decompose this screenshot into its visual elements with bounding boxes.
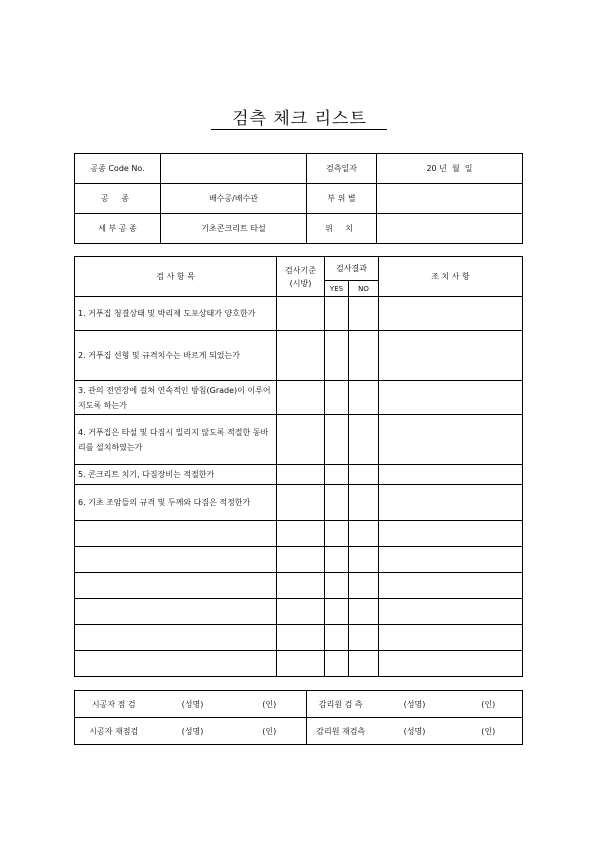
r1-left-sign[interactable]: (성명) [153,691,233,718]
loc-label: 위 치 [307,214,377,244]
subwork-label: 세 부 공 종 [75,214,161,244]
r2-right-label: 감리원 재검측 [307,718,375,745]
r2-left-seal[interactable]: (인) [233,718,307,745]
no-cell[interactable] [349,381,379,415]
action-cell[interactable] [379,547,523,573]
r1-right-label: 감리원 검 측 [307,691,375,718]
title-underline [211,129,387,130]
col-yes-header: YES [325,281,349,297]
no-cell[interactable] [349,485,379,521]
no-cell[interactable] [349,521,379,547]
check-item-text [75,547,277,573]
criteria-cell[interactable] [277,521,325,547]
part-label: 부 위 별 [307,184,377,214]
col-result-header: 검사결과 [325,257,379,281]
check-item-text [75,651,277,677]
check-item-text: 5. 콘크리트 치기, 다짐장비는 적절한가 [75,465,277,485]
action-cell[interactable] [379,485,523,521]
checklist-row [75,297,523,331]
yes-cell[interactable] [325,415,349,465]
action-cell[interactable] [379,521,523,547]
no-cell[interactable] [349,573,379,599]
yes-cell[interactable] [325,547,349,573]
date-label: 검측일자 [307,154,377,184]
criteria-cell[interactable] [277,297,325,331]
checklist-body [75,297,523,677]
criteria-cell[interactable] [277,651,325,677]
no-cell[interactable] [349,625,379,651]
info-row [75,154,523,184]
criteria-cell[interactable] [277,547,325,573]
r2-left-label: 시공자 재점검 [75,718,153,745]
action-cell[interactable] [379,573,523,599]
action-cell[interactable] [379,331,523,381]
criteria-cell[interactable] [277,485,325,521]
checklist-row [75,547,523,573]
action-cell[interactable] [379,297,523,331]
action-cell[interactable] [379,415,523,465]
yes-cell[interactable] [325,465,349,485]
subwork-value[interactable]: 기초콘크리트 타설 [161,214,307,244]
r2-right-seal[interactable]: (인) [455,718,523,745]
loc-value-cell[interactable] [377,214,523,244]
info-row [75,214,523,244]
criteria-cell[interactable] [277,331,325,381]
check-item-text: 3. 관의 전연장에 걸쳐 연속적인 방침(Grade)이 이루어지도록 하는가 [75,381,277,415]
r1-left-seal[interactable]: (인) [233,691,307,718]
check-item-text: 6. 기초 조암들의 규격 및 두께와 다짐은 적정한가 [75,485,277,521]
r2-left-sign[interactable]: (성명) [153,718,233,745]
col-action-header: 조 치 사 항 [379,257,523,297]
col-no-header: NO [349,281,379,297]
criteria-cell[interactable] [277,599,325,625]
checklist-row [75,599,523,625]
r1-right-sign[interactable]: (성명) [375,691,455,718]
signoff-table [74,690,523,745]
criteria-cell[interactable] [277,573,325,599]
checklist-table [74,256,523,677]
check-item-text [75,625,277,651]
action-cell[interactable] [379,625,523,651]
yes-cell[interactable] [325,485,349,521]
criteria-sub-label: (시방) [289,278,312,288]
part-value-cell[interactable] [377,184,523,214]
checklist-row [75,573,523,599]
no-cell[interactable] [349,465,379,485]
info-row [75,184,523,214]
criteria-cell[interactable] [277,381,325,415]
yes-cell[interactable] [325,573,349,599]
code-label: 공종 Code No. [75,154,161,184]
no-cell[interactable] [349,297,379,331]
criteria-cell[interactable] [277,415,325,465]
page-title: 검측 체크 리스트 [232,109,367,129]
yes-cell[interactable] [325,625,349,651]
col-criteria-header [277,257,325,297]
yes-cell[interactable] [325,651,349,677]
action-cell[interactable] [379,381,523,415]
no-cell[interactable] [349,651,379,677]
signoff-row [75,691,523,718]
no-cell[interactable] [349,547,379,573]
checklist-row [75,625,523,651]
yes-cell[interactable] [325,297,349,331]
check-item-text: 1. 거푸집 청결상태 및 박리제 도포상태가 양호한가 [75,297,277,331]
checklist-header-row [75,257,523,281]
yes-cell[interactable] [325,521,349,547]
criteria-cell[interactable] [277,625,325,651]
no-cell[interactable] [349,415,379,465]
work-value[interactable]: 배수공/배수관 [161,184,307,214]
no-cell[interactable] [349,331,379,381]
criteria-cell[interactable] [277,465,325,485]
check-item-text [75,573,277,599]
info-table [74,153,523,244]
yes-cell[interactable] [325,381,349,415]
code-value-cell[interactable] [161,154,307,184]
check-item-text [75,599,277,625]
checklist-row [75,651,523,677]
r1-left-label: 시공자 점 검 [75,691,153,718]
r1-right-seal[interactable]: (인) [455,691,523,718]
work-label: 공 종 [75,184,161,214]
checklist-row [75,415,523,465]
check-item-text [75,521,277,547]
checklist-row [75,331,523,381]
yes-cell[interactable] [325,331,349,381]
action-cell[interactable] [379,465,523,485]
col-item-header: 검 사 항 목 [75,257,277,297]
checklist-row [75,485,523,521]
action-cell[interactable] [379,599,523,625]
checklist-row [75,465,523,485]
check-item-text: 4. 거푸집은 타설 및 다짐시 밀리지 않도록 적절한 동바리를 설치하였는가 [75,415,277,465]
r2-right-sign[interactable]: (성명) [375,718,455,745]
checklist-row [75,521,523,547]
action-cell[interactable] [379,651,523,677]
criteria-label: 검사기준 [285,265,316,275]
signoff-row [75,718,523,745]
yes-cell[interactable] [325,599,349,625]
check-item-text: 2. 거푸집 선형 및 규격치수는 바르게 되었는가 [75,331,277,381]
checklist-row [75,381,523,415]
date-value[interactable]: 20 년 월 일 [377,154,523,184]
no-cell[interactable] [349,599,379,625]
